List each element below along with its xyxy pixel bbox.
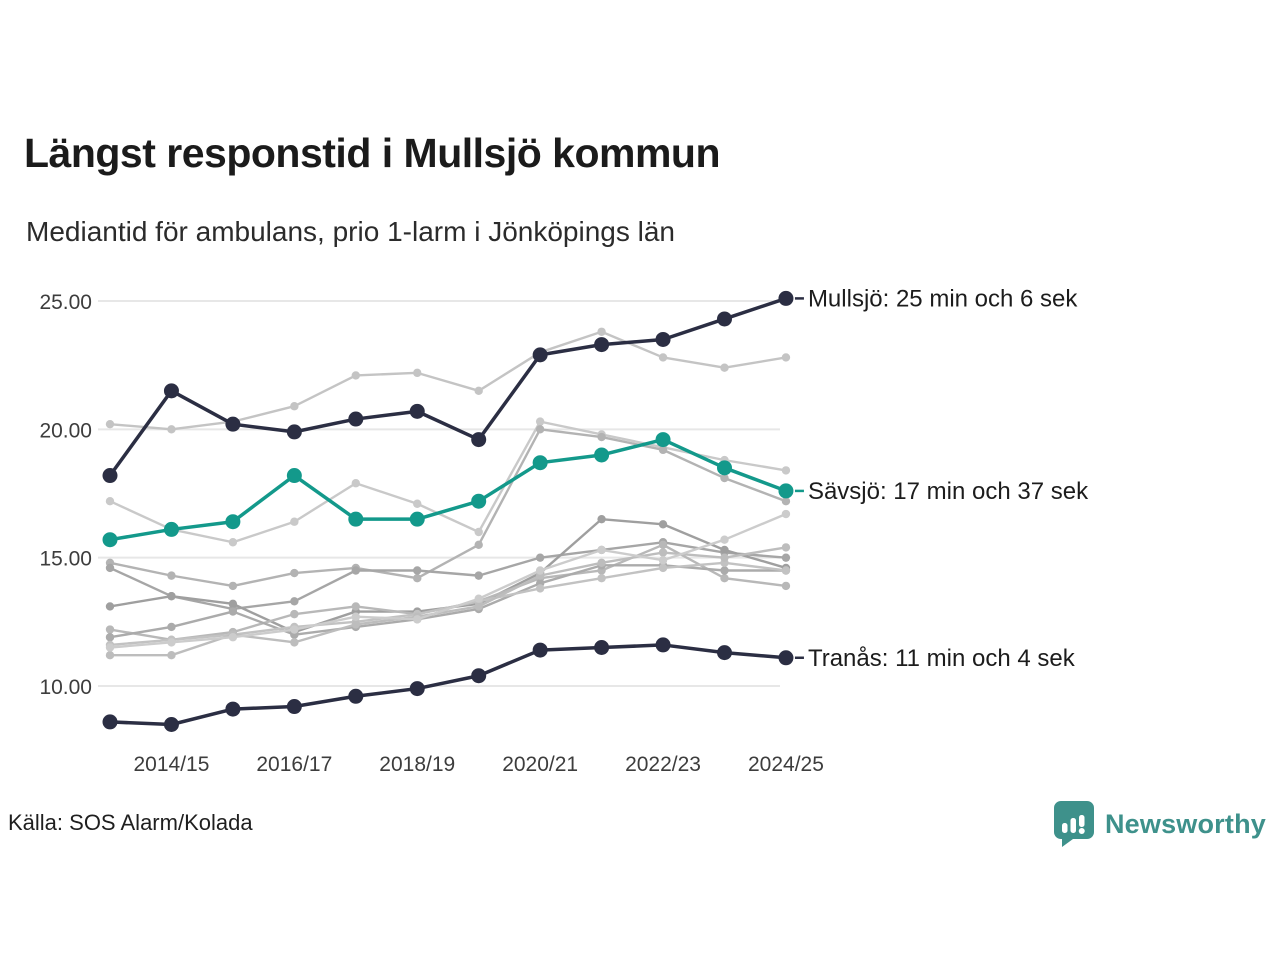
data-point-context-4: [413, 566, 421, 574]
data-point-context-9: [352, 620, 360, 628]
data-point-context-4: [106, 564, 114, 572]
data-point-mullsjo: [348, 412, 363, 427]
data-point-context-1: [782, 353, 790, 361]
data-point-mullsjo: [778, 291, 793, 306]
data-point-tranas: [656, 637, 671, 652]
data-point-context-10: [720, 535, 728, 543]
data-point-savsjo: [717, 460, 732, 475]
data-point-mullsjo: [103, 468, 118, 483]
data-point-mullsjo: [717, 311, 732, 326]
data-point-context-5: [229, 600, 237, 608]
data-point-mullsjo: [164, 383, 179, 398]
data-point-context-10: [413, 615, 421, 623]
data-point-context-9: [720, 553, 728, 561]
newsworthy-logo: [1053, 800, 1266, 848]
data-point-savsjo: [164, 522, 179, 537]
series-line-savsjo: [110, 440, 786, 540]
data-point-context-4: [475, 571, 483, 579]
series-end-label-mullsjo: Mullsjö: 25 min och 6 sek: [807, 285, 1078, 313]
data-point-context-7: [106, 633, 114, 641]
data-point-context-2: [352, 479, 360, 487]
data-point-mullsjo: [533, 347, 548, 362]
series-line-context-1: [110, 332, 786, 430]
data-point-context-10: [475, 595, 483, 603]
y-tick-label: 10.00: [39, 676, 92, 699]
data-point-context-1: [597, 328, 605, 336]
data-point-context-9: [290, 638, 298, 646]
data-point-context-6: [290, 610, 298, 618]
data-point-context-2: [475, 528, 483, 536]
data-point-context-5: [659, 520, 667, 528]
x-tick-label: 2014/15: [133, 753, 210, 776]
data-point-tranas: [533, 643, 548, 658]
data-point-savsjo: [348, 512, 363, 527]
data-point-context-7: [229, 607, 237, 615]
data-point-context-3: [229, 582, 237, 590]
data-point-context-10: [659, 556, 667, 564]
data-point-mullsjo: [287, 424, 302, 439]
data-point-context-1: [167, 425, 175, 433]
y-tick-label: 15.00: [39, 547, 92, 571]
data-point-tranas: [225, 702, 240, 717]
data-point-mullsjo: [225, 417, 240, 432]
data-point-context-10: [597, 546, 605, 554]
data-point-context-7: [167, 623, 175, 631]
data-point-context-6: [106, 625, 114, 633]
data-point-context-4: [352, 566, 360, 574]
data-point-tranas: [717, 645, 732, 660]
data-point-context-6: [720, 574, 728, 582]
data-point-savsjo: [410, 512, 425, 527]
data-point-context-2: [229, 538, 237, 546]
x-tick-label: 2022/23: [625, 753, 702, 776]
data-point-context-1: [290, 402, 298, 410]
page-title: Längst responstid i Mullsjö kommun: [24, 130, 720, 176]
series-end-label-savsjo: Sävsjö: 17 min och 37 sek: [807, 477, 1089, 505]
data-point-savsjo: [533, 455, 548, 470]
data-point-context-3: [167, 571, 175, 579]
data-point-savsjo: [287, 468, 302, 483]
data-point-tranas: [164, 717, 179, 732]
data-point-context-8: [597, 574, 605, 582]
data-point-context-10: [352, 612, 360, 620]
data-point-context-9: [597, 559, 605, 567]
series-line-context-6: [110, 545, 786, 640]
data-point-context-9: [659, 548, 667, 556]
data-point-context-4: [782, 553, 790, 561]
data-point-context-8: [782, 566, 790, 574]
data-point-context-5: [106, 602, 114, 610]
series-end-label-tranas: Tranås: 11 min och 4 sek: [807, 644, 1075, 672]
data-point-context-10: [229, 633, 237, 641]
data-point-tranas: [287, 699, 302, 714]
data-point-context-3: [290, 569, 298, 577]
data-point-tranas: [348, 689, 363, 704]
data-point-savsjo: [778, 483, 793, 498]
data-point-context-1: [475, 387, 483, 395]
data-point-context-8: [659, 564, 667, 572]
data-point-context-10: [536, 566, 544, 574]
y-tick-label: 20.00: [39, 419, 92, 443]
data-point-context-1: [106, 420, 114, 428]
data-point-tranas: [594, 640, 609, 655]
x-tick-label: 2016/17: [256, 753, 333, 776]
data-point-mullsjo: [410, 404, 425, 419]
data-point-context-3: [475, 541, 483, 549]
newsworthy-logo-text: Newsworthy: [1104, 808, 1266, 839]
data-point-savsjo: [103, 532, 118, 547]
data-point-context-10: [290, 625, 298, 633]
data-point-context-10: [782, 510, 790, 518]
data-point-tranas: [103, 714, 118, 729]
data-point-context-9: [167, 651, 175, 659]
newsworthy-logo-icon: [1053, 800, 1095, 848]
data-point-mullsjo: [656, 332, 671, 347]
y-tick-label: 25.00: [39, 290, 92, 314]
x-tick-label: 2024/25: [747, 753, 824, 776]
data-point-context-4: [536, 553, 544, 561]
data-point-context-3: [597, 433, 605, 441]
data-point-context-6: [659, 541, 667, 549]
data-point-context-5: [167, 592, 175, 600]
data-point-context-2: [413, 500, 421, 508]
data-point-savsjo: [656, 432, 671, 447]
data-point-context-6: [782, 582, 790, 590]
data-point-mullsjo: [594, 337, 609, 352]
data-point-context-1: [659, 353, 667, 361]
data-point-tranas: [471, 668, 486, 683]
source-note: Källa: SOS Alarm/Kolada: [8, 810, 253, 835]
data-point-context-4: [290, 597, 298, 605]
x-tick-label: 2020/21: [502, 753, 579, 776]
data-point-context-2: [536, 417, 544, 425]
data-point-context-5: [720, 546, 728, 554]
data-point-savsjo: [594, 447, 609, 462]
data-point-context-9: [475, 602, 483, 610]
data-point-tranas: [410, 681, 425, 696]
x-tick-label: 2018/19: [379, 753, 456, 776]
data-point-context-10: [167, 638, 175, 646]
data-point-context-1: [720, 364, 728, 372]
data-point-context-5: [597, 515, 605, 523]
data-point-context-8: [536, 584, 544, 592]
data-point-context-9: [106, 651, 114, 659]
data-point-context-1: [413, 369, 421, 377]
data-point-mullsjo: [471, 432, 486, 447]
data-point-context-9: [782, 543, 790, 551]
data-point-context-2: [782, 466, 790, 474]
data-point-context-2: [290, 518, 298, 526]
data-point-context-2: [106, 497, 114, 505]
data-point-context-7: [720, 566, 728, 574]
data-point-context-1: [352, 371, 360, 379]
data-point-savsjo: [471, 494, 486, 509]
series-line-tranas: [110, 645, 786, 725]
data-point-context-6: [352, 602, 360, 610]
data-point-context-3: [413, 574, 421, 582]
data-point-context-3: [536, 425, 544, 433]
data-point-tranas: [778, 650, 793, 665]
data-point-savsjo: [225, 514, 240, 529]
page-subtitle: Mediantid för ambulans, prio 1-larm i Jönköpings län: [26, 216, 675, 247]
data-point-context-10: [106, 643, 114, 651]
